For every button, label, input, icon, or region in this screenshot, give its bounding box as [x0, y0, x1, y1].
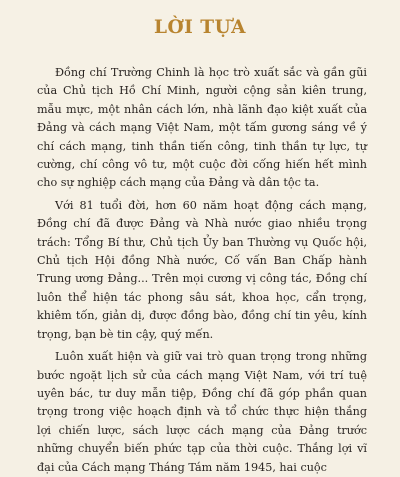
paragraph-3: Luôn xuất hiện và giữ vai trò quan trọng trong những bước ngoặt lịch sử của cách mạng Việt Nam, với trí tuệ uyên bác, tư duy mẫn tiệp, Đồng chí đã góp phần quan trọng trong việc hoạch định và tổ chức thực hiện thắng lợi chiến lược, sách lược cách mạng của Đảng trước những chuyển biến phức tạp của thời cuộc. Thắng lợi vĩ đại của Cách mạng Tháng Tám năm 1945, hai cuộc — [37, 350, 367, 474]
page-title: LỜI TỰA — [154, 17, 246, 38]
paragraph-2: Với 81 tuổi đời, hơn 60 năm hoạt động cách mạng, Đồng chí đã được Đảng và Nhà nước giao nhiều trọng trách: Tổng Bí thư, Chủ tịch Ủy ban Thường vụ Quốc hội, Chủ tịch Hội đồng Nhà nước, Cố vấn Ban Chấp hành Trung ương Đảng... Trên mọi cương vị công tác, Đồng chí luôn thể hiện tác phong sâu sát, khoa học, cẩn trọng, khiêm tốn, giản dị, được đồng bào, đồng chí tin yêu, kính trọng, bạn bè tin cậy, quý mến. — [37, 198, 367, 341]
paragraph-1: Đồng chí Trường Chinh là học trò xuất sắc và gần gũi của Chủ tịch Hồ Chí Minh, người cộng sản kiên trung, mẫu mực, một nhân cách lớn, nhà lãnh đạo kiệt xuất của Đảng và cách mạng Việt Nam, một tấm gương sáng về ý chí cách mạng, tinh thần tiến công, tinh thần tự lực, tự cường, chí công vô tư, một cuộc đời cống hiến hết mình cho sự nghiệp cách mạng của Đảng và dân tộc ta. — [37, 66, 367, 190]
body-text — [37, 64, 367, 477]
